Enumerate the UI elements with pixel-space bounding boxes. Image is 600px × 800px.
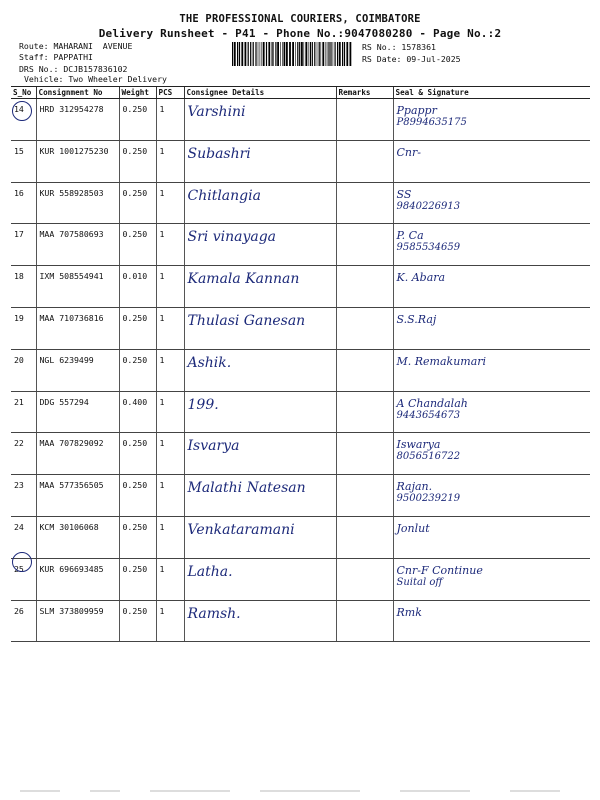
cell-sno	[11, 307, 36, 349]
cell-pcs-text: 1	[159, 563, 165, 574]
cell-pcs-text: 1	[159, 145, 165, 156]
cell-consignment-no-text: KUR 696693485	[39, 563, 104, 574]
cell-consignee-text: Ashik.	[187, 354, 232, 371]
cell-consignment-no	[36, 140, 119, 182]
cell-remarks	[336, 182, 393, 224]
cell-weight	[119, 140, 156, 182]
rs-number: RS No.: 1578361	[362, 42, 436, 52]
table-row	[11, 307, 590, 349]
cell-pcs-text: 1	[159, 312, 165, 323]
cell-sno	[11, 182, 36, 224]
signature-phone: 9585534659	[396, 242, 461, 254]
table-row	[11, 433, 590, 475]
cell-weight-text: 0.250	[122, 605, 148, 616]
cell-consignee	[184, 99, 336, 141]
cell-pcs-text: 1	[159, 605, 165, 616]
cell-pcs	[156, 600, 184, 642]
cell-weight-text: 0.250	[122, 480, 148, 491]
cell-signature	[393, 433, 590, 475]
cell-pcs	[156, 558, 184, 600]
cell-consignment-no	[36, 349, 119, 391]
cell-consignee-text: Sri vinayaga	[187, 229, 277, 246]
cell-consignment-no-text: MAA 710736816	[39, 312, 104, 323]
header-sno: S_No	[11, 87, 36, 99]
cell-weight	[119, 307, 156, 349]
cell-consignee-text: Kamala Kannan	[187, 271, 300, 288]
cell-consignee-text: Subashri	[187, 145, 251, 162]
cell-consignment-no-text: DDG 557294	[39, 396, 89, 407]
cell-consignment-no	[36, 99, 119, 141]
cell-consignment-no-text: MAA 707580693	[39, 229, 104, 240]
cell-weight	[119, 349, 156, 391]
cell-weight-text: 0.010	[122, 271, 148, 282]
cell-pcs	[156, 307, 184, 349]
cell-weight	[119, 600, 156, 642]
cell-consignment-no	[36, 307, 119, 349]
cell-signature-text: Jonlut	[396, 521, 430, 535]
table-row	[11, 182, 590, 224]
cell-weight-text: 0.400	[122, 396, 148, 407]
cell-consignee-text: Ramsh.	[187, 605, 241, 622]
cell-pcs-text: 1	[159, 354, 165, 365]
cell-weight-text: 0.250	[122, 438, 148, 449]
cell-sno-text: 21	[14, 396, 24, 407]
cell-pcs	[156, 349, 184, 391]
cell-remarks	[336, 349, 393, 391]
cell-signature	[393, 140, 590, 182]
footer-scan-marks	[0, 788, 600, 794]
table-row	[11, 558, 590, 600]
cell-signature	[393, 475, 590, 517]
cell-consignee	[184, 266, 336, 308]
cell-weight-text: 0.250	[122, 354, 148, 365]
cell-consignment-no	[36, 433, 119, 475]
cell-sno-text: 14	[14, 104, 24, 114]
cell-signature-text: Rajan.	[396, 480, 433, 494]
circle-mark-14	[12, 101, 32, 121]
table-row	[11, 391, 590, 433]
cell-weight-text: 0.250	[122, 521, 148, 532]
table-row	[11, 600, 590, 642]
cell-sno	[11, 475, 36, 517]
cell-consignee-text: Latha.	[187, 563, 233, 580]
cell-signature-text: A Chandalah	[396, 396, 468, 410]
cell-weight	[119, 558, 156, 600]
header-remarks: Remarks	[336, 87, 393, 99]
cell-signature	[393, 266, 590, 308]
cell-pcs-text: 1	[159, 396, 165, 407]
cell-weight	[119, 433, 156, 475]
cell-sno	[11, 600, 36, 642]
cell-consignment-no-text: KCM 30106068	[39, 521, 99, 532]
cell-weight-text: 0.250	[122, 187, 148, 198]
cell-consignment-no-text: HRD 312954278	[39, 104, 104, 114]
cell-pcs-text: 1	[159, 438, 165, 449]
staff-label: Staff: PAPPATHI	[19, 52, 93, 62]
cell-consignee-text: 199.	[187, 396, 219, 413]
cell-weight	[119, 391, 156, 433]
cell-sno-text: 22	[14, 438, 24, 449]
cell-pcs-text: 1	[159, 104, 165, 114]
header-weight: Weight	[119, 87, 156, 99]
cell-signature-text: P. Ca	[396, 229, 424, 243]
table-row	[11, 266, 590, 308]
cell-pcs	[156, 391, 184, 433]
cell-pcs-text: 1	[159, 521, 165, 532]
cell-consignee	[184, 433, 336, 475]
cell-pcs	[156, 475, 184, 517]
cell-signature-text: Cnr-	[396, 145, 421, 159]
cell-sno-text: 15	[14, 145, 24, 156]
circle-mark-25	[12, 552, 32, 572]
cell-sno	[11, 266, 36, 308]
company-title: THE PROFESSIONAL COURIERS, COIMBATORE	[179, 13, 421, 25]
rs-date: RS Date: 09-Jul-2025	[362, 54, 461, 64]
cell-signature-text: Cnr-F Continue	[396, 563, 483, 577]
cell-consignee	[184, 140, 336, 182]
cell-weight-text: 0.250	[122, 312, 148, 323]
table-row	[11, 349, 590, 391]
cell-consignee-text: Venkataramani	[187, 521, 295, 538]
cell-sno-text: 17	[14, 229, 24, 240]
header-consignment: Consignment No	[36, 87, 119, 99]
table-row	[11, 516, 590, 558]
cell-signature-text: SS	[396, 187, 412, 201]
cell-remarks	[336, 99, 393, 141]
runsheet-subtitle: Delivery Runsheet - P41 - Phone No.:9047080280 - Page No.:2	[98, 27, 502, 40]
cell-consignee-text: Chitlangia	[187, 187, 261, 204]
table-row	[11, 140, 590, 182]
cell-weight	[119, 224, 156, 266]
cell-signature	[393, 307, 590, 349]
signature-phone: 9840226913	[396, 200, 461, 212]
cell-pcs	[156, 516, 184, 558]
cell-remarks	[336, 307, 393, 349]
cell-sno-text: 19	[14, 312, 24, 323]
cell-weight	[119, 99, 156, 141]
route-label: Route: MAHARANI AVENUE	[19, 41, 133, 51]
signature-phone: 9443654673	[396, 409, 461, 421]
cell-signature	[393, 349, 590, 391]
cell-consignee	[184, 349, 336, 391]
table-row	[11, 224, 590, 266]
cell-remarks	[336, 433, 393, 475]
cell-remarks	[336, 600, 393, 642]
cell-consignment-no-text: MAA 707829092	[39, 438, 104, 449]
cell-signature-text: M. Remakumari	[396, 354, 487, 368]
cell-consignee	[184, 600, 336, 642]
cell-signature	[393, 558, 590, 600]
cell-weight-text: 0.250	[122, 563, 148, 574]
cell-pcs-text: 1	[159, 271, 165, 282]
cell-pcs	[156, 140, 184, 182]
cell-sno	[11, 349, 36, 391]
cell-consignee	[184, 391, 336, 433]
cell-consignment-no	[36, 391, 119, 433]
signature-phone: P8994635175	[396, 117, 467, 128]
signature-phone: 9500239219	[396, 493, 461, 505]
cell-sno-text: 20	[14, 354, 24, 365]
cell-signature	[393, 516, 590, 558]
cell-sno-text: 25	[14, 563, 24, 574]
cell-sno-text: 16	[14, 187, 24, 198]
runsheet-table	[11, 86, 590, 642]
signature-phone: 8056516722	[396, 451, 461, 463]
cell-signature-text: Ppappr	[396, 104, 437, 117]
cell-consignee-text: Varshini	[187, 104, 246, 120]
cell-weight	[119, 516, 156, 558]
cell-consignment-no	[36, 182, 119, 224]
cell-weight	[119, 266, 156, 308]
cell-consignment-no	[36, 266, 119, 308]
cell-consignee	[184, 516, 336, 558]
cell-sno-text: 24	[14, 521, 24, 532]
cell-signature	[393, 391, 590, 433]
cell-pcs-text: 1	[159, 480, 165, 491]
cell-consignee-text: Isvarya	[187, 438, 240, 455]
header-signature: Seal & Signature	[393, 87, 590, 99]
cell-consignee	[184, 307, 336, 349]
cell-sno	[11, 433, 36, 475]
cell-sno	[11, 391, 36, 433]
cell-signature	[393, 182, 590, 224]
cell-pcs	[156, 224, 184, 266]
cell-consignment-no-text: SLM 373809959	[39, 605, 104, 616]
drs-label: DRS No.: DCJB157836102	[19, 64, 128, 74]
cell-sno-text: 23	[14, 480, 24, 491]
cell-signature-text: Rmk	[396, 605, 422, 619]
cell-consignment-no-text: NGL 6239499	[39, 354, 94, 365]
cell-consignment-no	[36, 224, 119, 266]
header-consignee: Consignee Details	[184, 87, 336, 99]
cell-consignment-no-text: MAA 577356505	[39, 480, 104, 491]
cell-consignment-no-text: IXM 508554941	[39, 271, 104, 282]
barcode	[232, 42, 352, 66]
cell-weight	[119, 475, 156, 517]
cell-consignee	[184, 475, 336, 517]
signature-phone: Suital off	[396, 576, 443, 588]
cell-consignee	[184, 224, 336, 266]
table-row	[11, 99, 590, 141]
cell-signature-text: K. Abara	[396, 271, 446, 285]
cell-sno-text: 26	[14, 605, 24, 616]
table-header-row	[11, 87, 590, 99]
vehicle-label: Vehicle: Two Wheeler Delivery	[24, 74, 167, 84]
cell-signature	[393, 600, 590, 642]
cell-pcs	[156, 266, 184, 308]
cell-remarks	[336, 558, 393, 600]
cell-weight-text: 0.250	[122, 229, 148, 240]
cell-pcs-text: 1	[159, 229, 165, 240]
cell-consignment-no	[36, 558, 119, 600]
cell-weight-text: 0.250	[122, 145, 148, 156]
cell-pcs	[156, 182, 184, 224]
table-row	[11, 475, 590, 517]
cell-consignee-text: Thulasi Ganesan	[187, 312, 306, 329]
cell-consignment-no	[36, 516, 119, 558]
cell-signature-text: S.S.Raj	[396, 312, 437, 326]
cell-signature	[393, 99, 590, 141]
cell-remarks	[336, 516, 393, 558]
cell-consignee-text: Malathi Natesan	[187, 480, 306, 497]
cell-weight-text: 0.250	[122, 104, 148, 114]
cell-remarks	[336, 391, 393, 433]
cell-sno	[11, 224, 36, 266]
cell-sno-text: 18	[14, 271, 24, 282]
cell-consignment-no-text: KUR 558928503	[39, 187, 104, 198]
cell-pcs	[156, 433, 184, 475]
cell-remarks	[336, 266, 393, 308]
cell-sno	[11, 140, 36, 182]
cell-pcs-text: 1	[159, 187, 165, 198]
cell-weight	[119, 182, 156, 224]
cell-signature-text: Iswarya	[396, 438, 441, 452]
cell-consignee	[184, 558, 336, 600]
cell-remarks	[336, 475, 393, 517]
cell-pcs	[156, 99, 184, 141]
header-pcs: PCS	[156, 87, 184, 99]
cell-consignment-no	[36, 600, 119, 642]
cell-consignment-no	[36, 475, 119, 517]
cell-consignee	[184, 182, 336, 224]
cell-remarks	[336, 224, 393, 266]
cell-consignment-no-text: KUR 1001275230	[39, 145, 109, 156]
cell-remarks	[336, 140, 393, 182]
cell-signature	[393, 224, 590, 266]
